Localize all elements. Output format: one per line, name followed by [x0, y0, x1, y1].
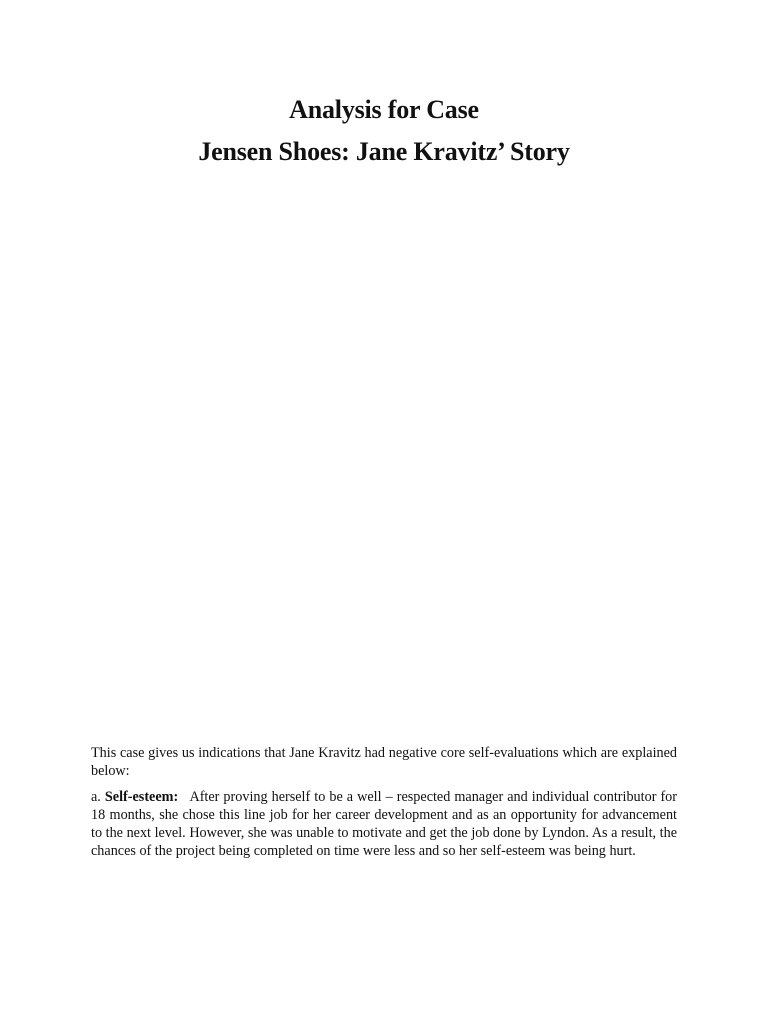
document-body	[91, 744, 677, 868]
list-marker: a.	[91, 789, 101, 805]
list-item-self-esteem	[91, 788, 677, 860]
document-title: Analysis for Case	[289, 95, 479, 124]
intro-paragraph: This case gives us indications that Jane Kravitz had negative core self-evaluations which are explained below:	[91, 745, 677, 779]
document-subtitle: Jensen Shoes: Jane Kravitz’ Story	[198, 137, 570, 166]
list-item-heading: Self-esteem:	[104, 789, 179, 805]
list-item-text: After proving herself to be a well – respected manager and individual contributor for 18 months, she chose this line job for her career development and as an opportunity for advancement to the next level. However, she was unable to motivate and get the job done by Lyndon. As a result, the chances of the project being completed on time were less and so her self-esteem was being hurt.	[91, 789, 678, 859]
title-block	[0, 92, 768, 170]
